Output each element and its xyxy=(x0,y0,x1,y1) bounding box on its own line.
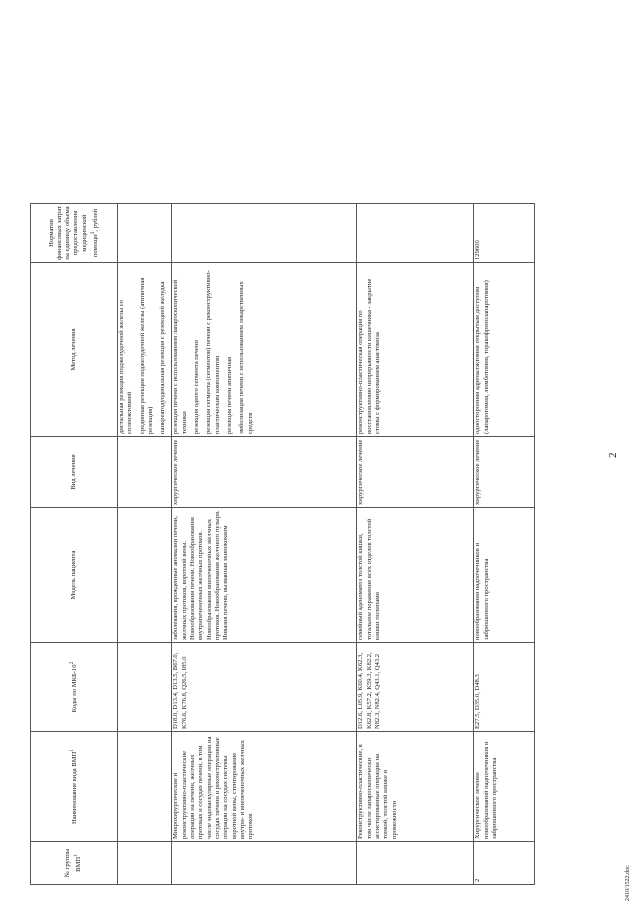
method-item: реконструктивно-пластическая операция по восстановлению непрерывности кишечника - закрытие стомы с формированием анастомоза xyxy=(357,278,382,434)
cell-model: новообразования надпочечников и забрюшинного пространства xyxy=(474,508,535,643)
header-row xyxy=(31,204,118,885)
cell-name: Реконструктивно-пластические, в том числе лапароскопически ассистированные операции на тонкой, толстой кишке и промежности xyxy=(357,732,474,842)
cell-cost xyxy=(118,204,172,263)
method-item: резекция одного сегмента печени xyxy=(193,340,201,434)
table-row xyxy=(357,204,474,885)
method-item: панкреатодуоденальная резекция с резекцией желудка xyxy=(159,281,167,434)
vmp-table xyxy=(30,203,535,885)
method-item: срединная резекция поджелудочной железы (атипичная резекция) xyxy=(138,277,154,434)
cell-codes: D12.6, L05.9, K60.4, K62.3, K62.8, K57.2, K59.3, K82.2, N82.3, N82.4, Q43.1, Q43.2 xyxy=(357,643,474,732)
cell-group: 2 xyxy=(474,842,535,885)
method-item: эмболизация печени с использованием лекарственных средств xyxy=(238,281,254,434)
cell-model xyxy=(118,508,172,643)
method-item: односторонняя адреналэктомия открытым доступом (лапаротомия, люмботомия, торакофренолапаротомия) xyxy=(474,280,490,434)
cell-method xyxy=(474,263,535,437)
cell-name: Хирургическое лечение новообразований надпочечников и забрюшинного пространства xyxy=(474,732,535,842)
cell-method xyxy=(357,263,474,437)
header-name: Наименование вида ВМП$^1$ xyxy=(31,732,118,842)
cell-method xyxy=(172,263,357,437)
method-item: резекция печени атипичная xyxy=(225,356,233,434)
cell-codes xyxy=(118,643,172,732)
table-row xyxy=(118,204,172,885)
cell-type: хирургическое лечение xyxy=(357,437,474,508)
cell-type: хирургическое лечение xyxy=(172,437,357,508)
header-cost: Норматив финансовых затрат на единицу объема предоставления медицинской помощи$^3$, рублей xyxy=(31,204,118,263)
cell-name xyxy=(118,732,172,842)
table-row xyxy=(172,204,357,885)
cell-group xyxy=(172,842,357,885)
cell-codes: E27.5, D35.0, D48.3 xyxy=(474,643,535,732)
page-number: 2 xyxy=(607,452,619,458)
cell-codes: D18.0, D13.4, D13.5, B67.0, K76.6, K76.8, Q26.5, I85.0 xyxy=(172,643,357,732)
cell-group xyxy=(357,842,474,885)
header-type: Вид лечения xyxy=(31,437,118,508)
method-item: резекция сегмента (сегментов) печени с реконструктивно-пластическим компонентом xyxy=(205,270,221,434)
cell-cost xyxy=(357,204,474,263)
cell-model: заболевания, врожденные аномалии печени, желчных протоков, воротной вены. Новообразования печени. Новообразования внутрипеченочных желчных протоков. Новообразования внепеченочных желчных протоков. Новообразования желчного пузыря. Инвазия печени, вызванная эхинококком xyxy=(172,508,357,643)
cell-type: хирургическое лечение xyxy=(474,437,535,508)
cell-model: семейный аденоматоз толстой кишки, тотальное поражение всех отделов толстой кишки полипами xyxy=(357,508,474,643)
method-item: дистальная резекция поджелудочной железы со спленэктомией xyxy=(118,300,134,434)
table-row xyxy=(474,204,535,885)
header-group-no: № группы ВМП$^1$ xyxy=(31,842,118,885)
header-codes: Коды по МКБ-$10^2$ xyxy=(31,643,118,732)
cell-method xyxy=(118,263,172,437)
cell-cost: 129600 xyxy=(474,204,535,263)
cell-name: Микрохирургические и реконструктивно-пластические операции на печени, желчных протоках и сосудах печени, в том числе эндоваскулярные операции на сосудах печени и реконструктивные операции на сосудах системы воротной вены, стентирование внутри- и внепеченочных желчных протоков xyxy=(172,732,357,842)
footer-doc-code: 2410/1522.doc xyxy=(625,865,631,901)
method-item: резекция печени с использованием лапароскопической техники xyxy=(172,279,188,434)
cell-type xyxy=(118,437,172,508)
cell-group xyxy=(118,842,172,885)
cell-cost xyxy=(172,204,357,263)
header-model: Модель пациента xyxy=(31,508,118,643)
header-method: Метод лечения xyxy=(31,263,118,437)
